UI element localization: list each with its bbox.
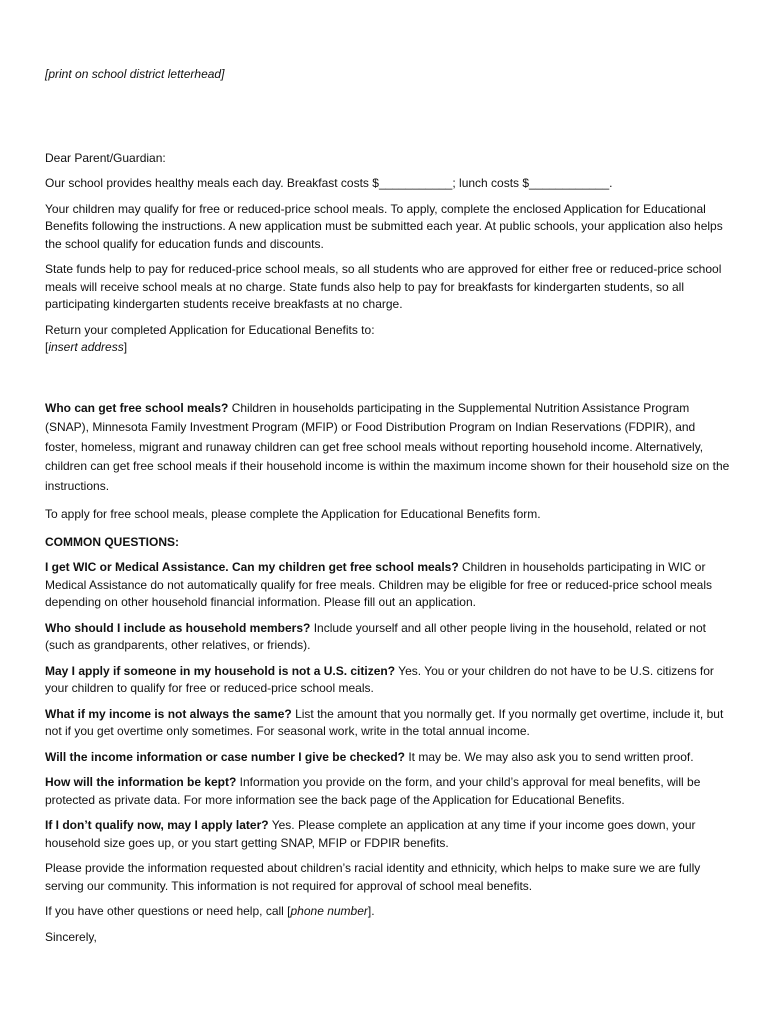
faq-answer: Include yourself and all other people living in the household, related or not (such as grandparents, other relatives, or friends). — [45, 620, 706, 652]
who-can-paragraph — [45, 399, 730, 497]
help-text-end: ]. — [367, 904, 375, 918]
apply-line: To apply for free school meals, please complete the Application for Educational Benefits form. — [45, 507, 541, 521]
closing: Sincerely, — [45, 929, 97, 944]
letter-page — [45, 66, 730, 946]
state-funds-paragraph: State funds help to pay for reduced-price school meals, so all students who are approved for either free or reduced-price school meals will receive school meals at no charge. State funds also help to pay for breakfasts for kindergarten students, so all participating kindergarten students receive breakfasts at no charge. — [45, 262, 722, 311]
letterhead-text: print on school district letterhead — [48, 67, 222, 81]
phone-placeholder: phone number — [290, 904, 368, 918]
faq-answer: Children in households participating in WIC or Medical Assistance do not automatically qualify for free meals. Children may be eligible for free or reduced-price school meals depending on other household financial information. Please fill out an application. — [45, 560, 712, 609]
salutation: Dear Parent/Guardian: — [45, 150, 166, 165]
bracket-open: [ — [45, 67, 49, 81]
address-placeholder: insert address — [48, 340, 124, 354]
faq-question: Will the income information or case number I give be checked? — [45, 749, 405, 764]
bracket-open: [ — [45, 340, 49, 354]
faq-answer: Yes. You or your children do not have to be U.S. citizens for your children to qualify for free or reduced-price school meals. — [45, 663, 714, 695]
who-can-question: Who can get free school meals? — [45, 400, 229, 415]
faq-answer: Yes. Please complete an application at any time if your income goes down, your household size goes up, or you start getting SNAP, MFIP or FDPIR benefits. — [45, 818, 696, 850]
faq-question: If I don’t qualify now, may I apply later? — [45, 818, 269, 832]
help-text: If you have other questions or need help, call [ — [45, 904, 291, 918]
faq-question: How will the information be kept? — [45, 775, 237, 789]
faq-answer: Information you provide on the form, and your child’s approval for meal benefits, will be protected as private data. For more information see the back page of the Application for Educational Benefits. — [45, 775, 701, 807]
qualify-paragraph: Your children may qualify for free or reduced-price school meals. To apply, complete the enclosed Application for Educational Benefits following the instructions. A new application must be submitted each year. At public schools, your application also helps the school qualify for education funds and discounts. — [45, 201, 723, 251]
faq-question: What if my income is not always the same? — [45, 706, 292, 721]
faq-item — [45, 706, 730, 741]
return-address-block — [45, 322, 730, 357]
common-questions-heading: COMMON QUESTIONS: — [45, 534, 179, 549]
faq-question: I get WIC or Medical Assistance. Can my children get free school meals? — [45, 560, 459, 574]
faq-item — [45, 663, 730, 698]
bracket-close: ] — [221, 67, 225, 81]
help-line — [45, 903, 730, 921]
faq-answer: List the amount that you normally get. If you normally get overtime, include it, but not if you get overtime only sometimes. For seasonal work, write in the total annual income. — [45, 706, 724, 738]
letterhead-note — [45, 66, 730, 84]
faq-item — [45, 749, 730, 767]
meals-cost-paragraph: Our school provides healthy meals each day. Breakfast costs $___________; lunch costs $____________. — [45, 176, 613, 190]
faq-answer: It may be. We may also ask you to send written proof. — [404, 749, 694, 764]
who-can-answer: Children in households participating in the Supplemental Nutrition Assistance Program (SNAP), Minnesota Family Investment Program (MFIP) or Food Distribution Program on Indian Reservations (FDPIR), and foster, homeless, migrant and runaway children can get free school meals without reporting household income. Alternatively, children can get free school meals if their household income is within the maximum income shown for their household size on the instructions. — [45, 400, 730, 493]
bracket-close: ] — [123, 340, 128, 354]
faq-item — [45, 559, 730, 612]
return-line: Return your completed Application for Educational Benefits to: — [45, 322, 375, 337]
race-ethnicity-paragraph: Please provide the information requested about children’s racial identity and ethnicity, which helps to make sure we are fully serving our community. This information is not required for approval of school meal benefits. — [45, 861, 701, 893]
faq-question: May I apply if someone in my household is not a U.S. citizen? — [45, 663, 396, 678]
faq-item — [45, 817, 730, 852]
faq-item — [45, 620, 730, 655]
faq-item — [45, 774, 730, 809]
faq-question: Who should I include as household members? — [45, 620, 311, 635]
